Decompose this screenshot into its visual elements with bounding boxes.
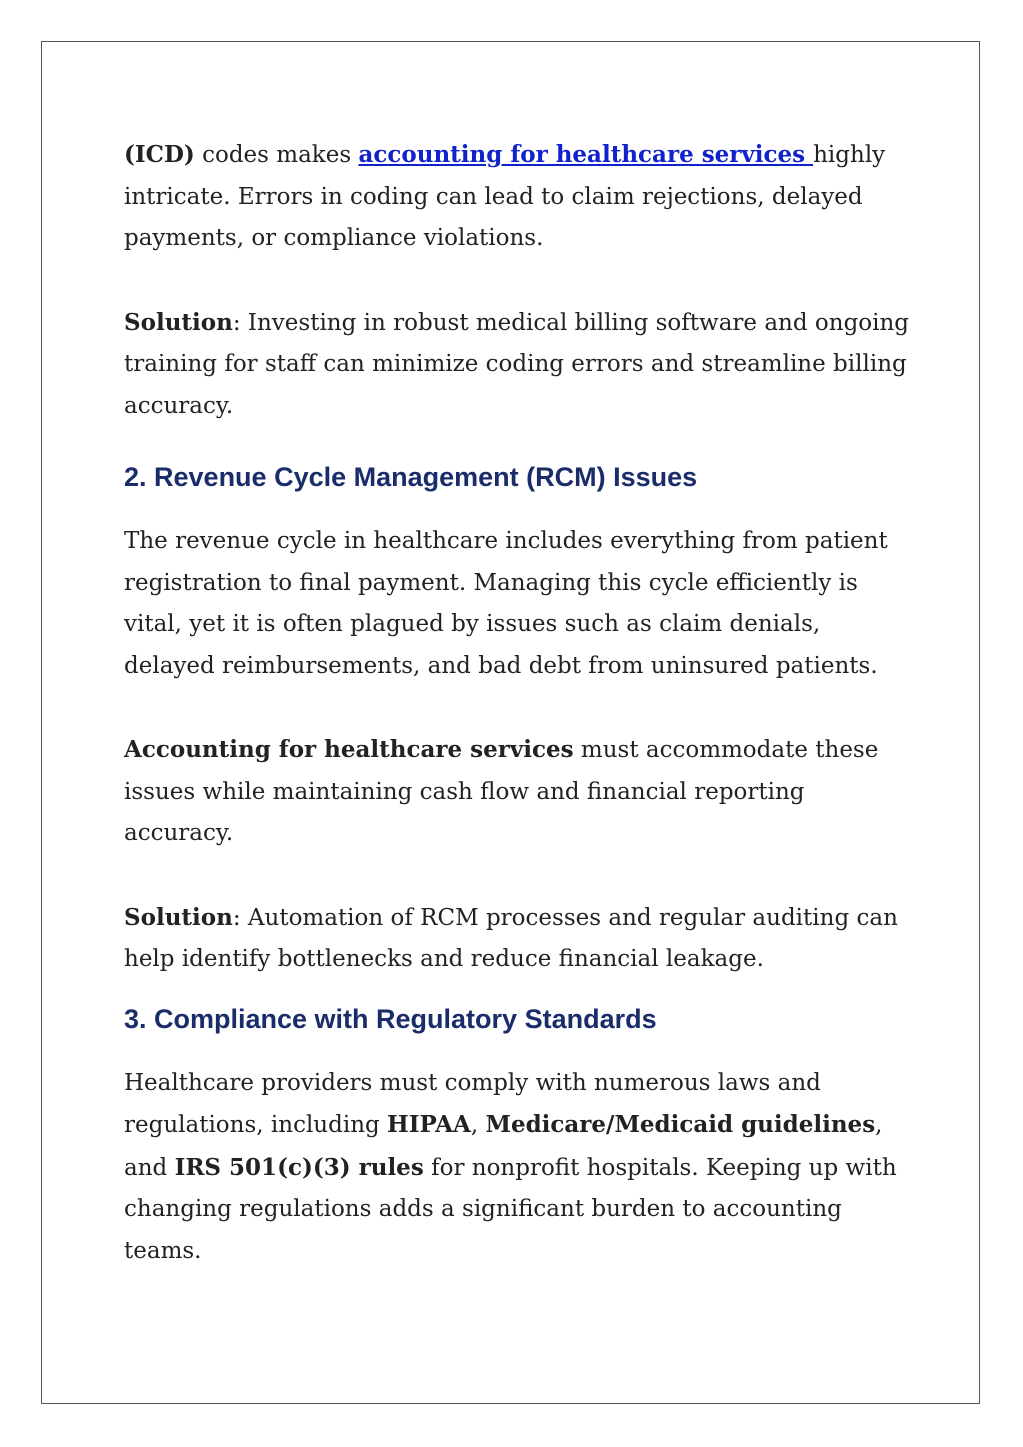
icd-term: (ICD) [124,141,195,168]
accounting-bold: Accounting for healthcare services [124,736,574,763]
solution-label: Solution [124,308,233,336]
rcm-accounting-paragraph [124,729,914,855]
solution-label: Solution [124,903,233,931]
compliance-text-2: , [470,1112,486,1138]
rcm-accounting-text: must accommodate these issues while maintaining cash flow and financial reporting accuracy. [124,737,879,846]
hipaa-term: HIPAA [387,1111,471,1138]
solution-paragraph-2 [124,897,914,981]
medicare-term: Medicare/Medicaid guidelines [485,1111,876,1138]
compliance-text-4: for nonprofit hospitals. Keeping up with changing regulations adds a significant burden to accounting teams. [124,1154,897,1264]
compliance-paragraph [124,1063,914,1273]
compliance-text-3: , and [124,1112,883,1181]
intro-text-2: highly intricate. Errors in coding can lead to claim rejections, delayed payments, or compliance violations. [124,142,886,251]
solution-paragraph-1 [124,302,914,428]
document-body [124,134,914,1314]
document-page [41,41,980,1404]
accounting-link[interactable]: accounting for healthcare services [358,141,814,168]
intro-text-1: codes makes [194,142,359,168]
section-heading-compliance: 3. Compliance with Regulatory Standards [124,1003,657,1034]
intro-paragraph [124,134,914,260]
irs-term: IRS 501(c)(3) rules [174,1153,424,1181]
section-heading-rcm: 2. Revenue Cycle Management (RCM) Issues [124,462,698,492]
solution-text: : Automation of RCM processes and regular auditing can help identify bottlenecks and reduce financial leakage. [124,904,898,972]
solution-text: : Investing in robust medical billing software and ongoing training for staff can minimize coding errors and streamline billing accuracy. [124,309,910,419]
rcm-paragraph: The revenue cycle in healthcare includes everything from patient registration to final payment. Managing this cycle efficiently is vital, yet it is often plagued by issues such as claim denials, delayed reimbursements, and bad debt from uninsured patients. [124,528,888,679]
compliance-text-1: Healthcare providers must comply with numerous laws and regulations, including [124,1069,821,1138]
